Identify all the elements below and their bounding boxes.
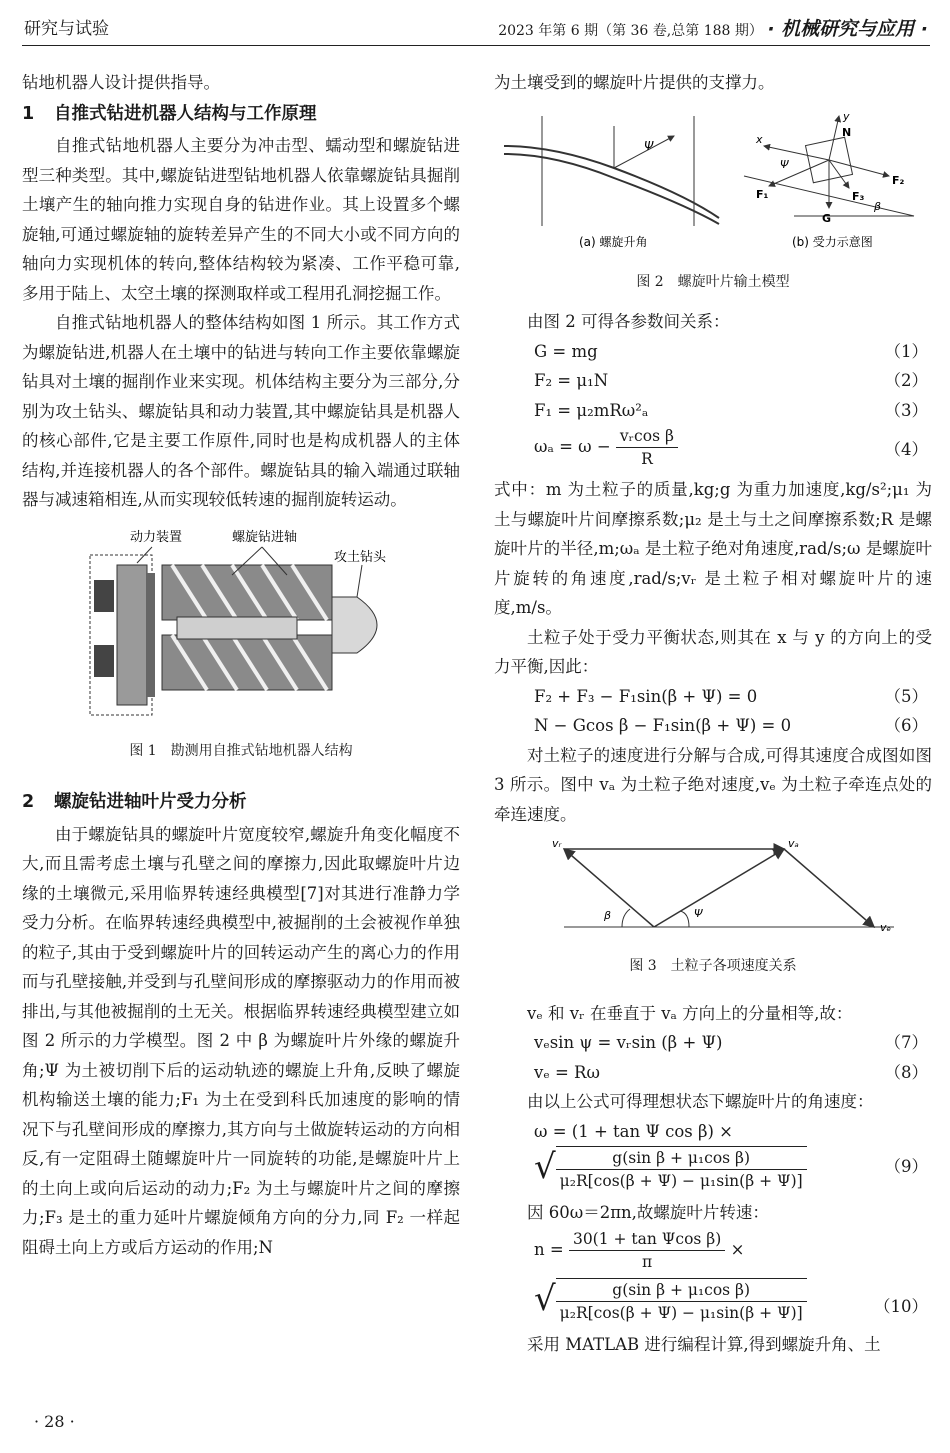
paragraph: 自推式钻地机器人主要分为冲击型、蠕动型和螺旋钻进型三种类型。其中,螺旋钻进型钻地机器人依靠螺旋钻具掘削土壤产生的轴向推力实现自身的钻进作业。其上设置多个螺旋轴,可通过螺旋轴的旋转差异产生的不同大小或不同方向的轴向力实现机体的转向,整体结构较为紧凑、工作平稳可靠,多用于陆上、太空土壤的探测取样或工程用孔洞挖掘工作。 [22, 136, 460, 303]
label-x: x [756, 132, 763, 146]
screw-shaft-bottom [162, 635, 332, 690]
equation-body: ω = (1 + tan Ψ cos β) × [534, 1121, 734, 1141]
paragraph: 由图 2 可得各参数间关系： [527, 312, 730, 331]
motor-bottom [94, 645, 114, 677]
equation-fraction [569, 1228, 725, 1273]
label-F2: F₂ [892, 173, 905, 187]
equation-number: （5） [884, 686, 928, 706]
subfigure-a-caption: (a) 螺旋升角 [579, 234, 648, 249]
equation-5 [494, 682, 932, 712]
paragraph: 由以上公式可得理想状态下螺旋叶片的角速度： [527, 1092, 874, 1111]
equation-body: vₑsin ψ = vᵣsin (β + Ψ) [534, 1033, 723, 1052]
screw-shaft-top [162, 565, 332, 620]
label-beta: β [604, 909, 612, 922]
label-power-unit: 动力装置 [130, 529, 183, 545]
label-screw-shaft: 螺旋钻进轴 [232, 529, 298, 545]
radical-sign: √ [534, 1278, 556, 1319]
vector-va [654, 849, 784, 927]
paragraph: 对土粒子的速度进行分解与合成,可得其速度合成图如图 3 所示。图中 vₐ 为土粒子绝对速度,vₑ 为土粒子牵连点处的牵连速度。 [494, 745, 932, 824]
equation-2 [494, 366, 932, 396]
equation-number: （4） [884, 440, 928, 459]
leader-line [357, 565, 362, 597]
equation-8 [494, 1058, 932, 1088]
equation-body: vₑ = Rω [534, 1062, 600, 1082]
figure-1 [22, 525, 460, 763]
label-N: N [842, 125, 852, 139]
running-header-section: 研究与试验 [24, 19, 109, 39]
equation-4 [494, 425, 932, 475]
angle-arc-beta [622, 909, 630, 927]
label-vr: vᵣ [552, 839, 562, 850]
force-diagram-subfigure [744, 110, 914, 249]
figure-1-caption: 图 1 勘测用自推式钻地机器人结构 [129, 743, 353, 759]
equation-body: F₂ + F₃ − F₁sin(β + Ψ) = 0 [534, 686, 758, 706]
radical-sign: √ [534, 1147, 556, 1187]
paragraph: vₑ 和 vᵣ 在垂直于 vₐ 方向上的分量相等,故： [527, 1003, 853, 1023]
equation-body: N − Gcos β − F₁sin(β + Ψ) = 0 [534, 716, 792, 735]
equation-fraction [556, 1279, 807, 1324]
equation-number: （1） [884, 341, 928, 361]
equation-number: （9） [884, 1157, 928, 1176]
running-header-issue [498, 14, 928, 41]
equation-number: （10） [874, 1296, 928, 1316]
paragraph: 因 60ω＝2πn,故螺旋叶片转速： [527, 1203, 769, 1222]
center-shaft [177, 617, 297, 639]
equation-3 [494, 396, 932, 426]
square-root [534, 1278, 807, 1324]
fraction-numerator: g(sin β + μ₁cos β) [556, 1279, 807, 1302]
equation-body: F₂ = μ₁N [534, 371, 609, 390]
fraction-numerator: 30(1 + tan Ψcos β) [569, 1228, 725, 1251]
subfigure-b-caption: (b) 受力示意图 [792, 234, 873, 249]
right-column [494, 68, 932, 1359]
left-column [22, 68, 460, 1262]
label-G: G [822, 211, 832, 225]
fraction-numerator: vᵣcos β [616, 425, 678, 448]
motor-top [94, 580, 114, 612]
label-psi: Ψ [694, 907, 703, 920]
square-root [534, 1146, 807, 1192]
paragraph: 为土壤受到的螺旋叶片提供的支撑力。 [494, 73, 775, 92]
equation-1 [494, 337, 932, 367]
equation-7 [494, 1028, 932, 1058]
header-rule [22, 45, 930, 46]
equation-number: （6） [884, 716, 928, 735]
label-F3: F₃ [852, 189, 865, 203]
equation-6 [494, 711, 932, 741]
equation-9-line-1 [494, 1117, 932, 1147]
equation-lhs: ωₐ = ω − [534, 437, 611, 456]
paragraph: 由于螺旋钻具的螺旋叶片宽度较窄,螺旋升角变化幅度不大,而且需考虑土壤与孔壁之间的摩擦力,因此取螺旋叶片边缘的土壤微元,采用临界转速经典模型[7]对其进行准静力学受力分析。在临界转速经典模型中,被掘削的土会被视作单独的粒子,其由于受到螺旋叶片的回转运动产生的离心力的作用而与孔壁接触,并受到与孔壁间形成的摩擦驱动力的作用而被排出,与其他被掘削的土无关。根据临界转速经典模型建立如图 2 所示的力学模型。图 2 中 β 为螺旋叶片外缘的螺旋升角;Ψ 为土被切削下后的运动轨迹的螺旋上升角,反映了螺旋机构输送土壤的能力;F₁ 为土在受到科氏加速度的影响的情况下与孔壁间形成的摩擦力,其方向与土做旋转运动的方向相反,有一定阻碍土随螺旋叶片一同旋转的功能,是螺旋叶片上的土向上或向后运动的动力;F₂ 为土与螺旋叶片之间的摩擦力;F₃ 是土的重力延叶片螺旋倾角方向的分力,同 F₂ 一样起阻碍土向上方或后方运动的作用;N [22, 824, 460, 1257]
angle-arc-psi [680, 911, 689, 927]
robot-structure-drawing [22, 525, 460, 725]
section-number: 1 [22, 103, 35, 124]
equation-fraction [556, 1147, 807, 1192]
figure-2-caption: 图 2 螺旋叶片输土模型 [636, 274, 790, 290]
paragraph: 钻地机器人设计提供指导。 [22, 73, 220, 92]
equation-9 [494, 1146, 932, 1198]
leader-line [137, 547, 152, 563]
label-F1: F₁ [756, 187, 769, 201]
section-number: 2 [22, 792, 35, 812]
figure-3 [494, 839, 932, 977]
section-heading-2 [22, 788, 460, 818]
flange [147, 573, 155, 697]
fraction-denominator: μ₂R[cos(β + Ψ) − μ₁sin(β + Ψ)] [559, 1303, 803, 1322]
fraction-numerator: g(sin β + μ₁cos β) [556, 1147, 807, 1170]
equation-number: （8） [884, 1062, 928, 1082]
paragraph: 自推式钻地机器人的整体结构如图 1 所示。其工作方式为螺旋钻进,机器人在土壤中的钻进与转向工作主要依靠螺旋钻具对土壤的掘削作业来实现。机体结构主要分为三部分,分别为攻土钻头、螺旋钻具和动力装置,其中螺旋钻具是机器人的核心部件,它是主要工作原件,同时也是构成机器人的主体结构,并连接机器人的各个部件。螺旋钻具的输入端通过联轴器与减速箱相连,从而实现较低转速的掘削旋转运动。 [22, 313, 460, 509]
times-sign: × [730, 1239, 745, 1259]
section-title: 螺旋钻进轴叶片受力分析 [54, 792, 247, 812]
equation-fraction [616, 425, 678, 470]
fraction-denominator: π [642, 1252, 653, 1271]
equation-body: G = mg [534, 341, 598, 361]
section-heading-1 [22, 100, 460, 130]
label-drill-head: 攻土钻头 [334, 549, 387, 565]
gearbox [117, 565, 147, 705]
journal-name: · 机械研究与应用 · [767, 18, 928, 40]
equation-number: （7） [884, 1033, 928, 1052]
figure-2 [494, 106, 932, 294]
blade-model-drawing [494, 106, 932, 256]
paragraph: 采用 MATLAB 进行编程计算,得到螺旋升角、土 [527, 1334, 881, 1354]
label-va: vₐ [788, 839, 799, 850]
section-title: 自推式钻进机器人结构与工作原理 [54, 103, 317, 124]
label-beta: β [874, 199, 882, 213]
fraction-denominator: μ₂R[cos(β + Ψ) − μ₁sin(β + Ψ)] [559, 1172, 803, 1190]
equation-body: F₁ = μ₂mRω²ₐ [534, 400, 649, 420]
velocity-diagram [494, 839, 932, 939]
paragraph: 式中：m 为土粒子的质量,kg;g 为重力加速度,kg/s²;μ₁ 为土与螺旋叶片间摩擦系数;μ₂ 是土与土之间摩擦系数;R 是螺旋叶片的半径,m;ωₐ 是土粒子绝对角速度,rad/s;ω 是螺旋叶片旋转的角速度,rad/s;vᵣ 是土粒子相对螺旋叶片的速度,m/s。 [494, 480, 932, 617]
label-y: y [843, 109, 850, 123]
helix-angle-subfigure [504, 116, 719, 249]
equation-10-line-1 [494, 1228, 932, 1278]
page-number: · 28 · [34, 1412, 75, 1431]
equation-number: （2） [884, 371, 928, 390]
drill-head [332, 597, 377, 653]
label-ve: vₑ [880, 921, 892, 934]
figure-3-caption: 图 3 土粒子各项速度关系 [629, 957, 797, 974]
equation-lhs: n = [534, 1239, 564, 1259]
fraction-denominator: R [641, 450, 653, 468]
vector-ve [784, 849, 874, 927]
paragraph: 土粒子处于受力平衡状态,则其在 x 与 y 的方向上的受力平衡,因此： [494, 627, 932, 676]
issue-info: 2023 年第 6 期（第 36 卷,总第 188 期） [498, 23, 763, 39]
label-psi-b: Ψ [780, 157, 789, 171]
equation-10 [494, 1278, 932, 1330]
equation-number: （3） [884, 400, 928, 420]
label-psi: Ψ [644, 138, 654, 153]
